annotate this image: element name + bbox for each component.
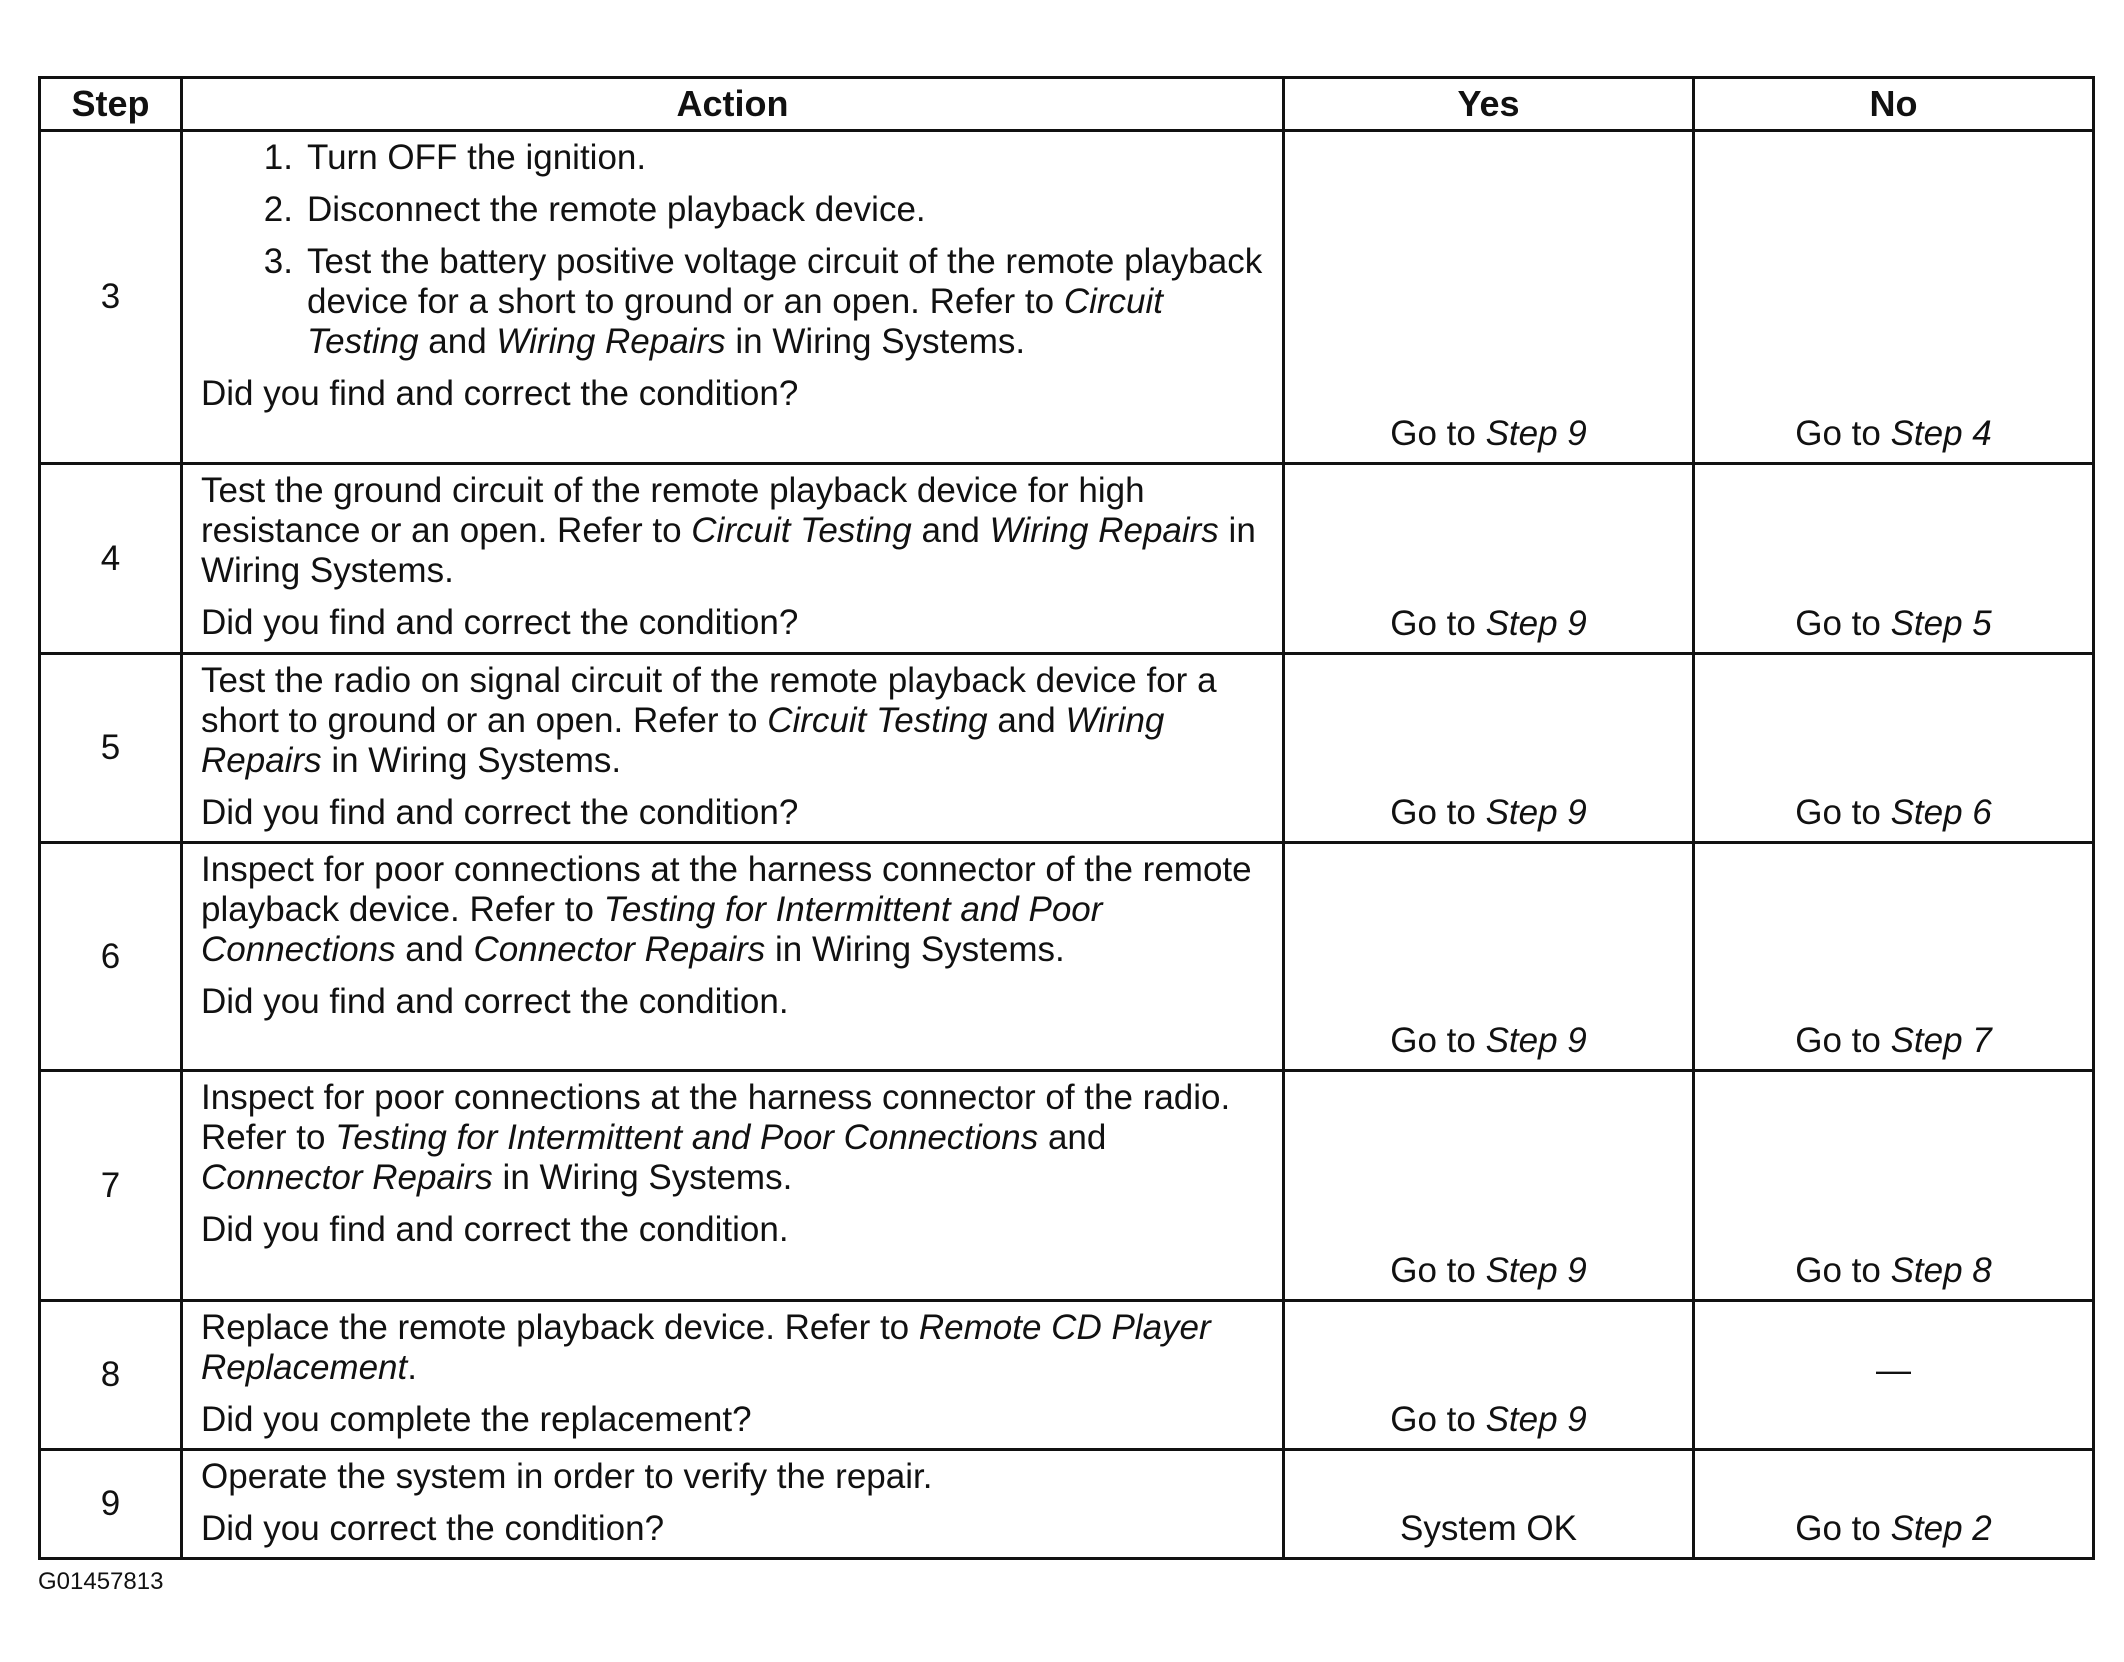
header-step: Step bbox=[40, 78, 182, 131]
reference-link-text: Wiring Repairs bbox=[989, 511, 1219, 550]
step-number: 5 bbox=[40, 654, 182, 843]
action-cell bbox=[182, 1071, 1284, 1301]
action-text: Test the radio on signal circuit of the remote playback device for a short to ground or an open. Refer to Circuit Testing and Wiring Repairs in Wiring Systems. bbox=[201, 661, 1217, 780]
list-text: Turn OFF the ignition. bbox=[307, 138, 647, 177]
question-text: Did you find and correct the condition? bbox=[201, 793, 799, 832]
question-text: Did you find and correct the condition. bbox=[201, 982, 789, 1021]
yes-cell: Go to Step 9 bbox=[1284, 464, 1694, 654]
reference-link-text: Wiring Repairs bbox=[201, 701, 1165, 780]
yes-cell: Go to Step 9 bbox=[1284, 131, 1694, 464]
yes-cell: Go to Step 9 bbox=[1284, 1301, 1694, 1450]
yes-cell: Go to Step 9 bbox=[1284, 654, 1694, 843]
action-cell bbox=[182, 654, 1284, 843]
reference-link-text: Testing for Intermittent and Poor Connections bbox=[335, 1118, 1039, 1157]
action-cell bbox=[182, 464, 1284, 654]
table-row bbox=[40, 843, 2094, 1071]
step-number: 3 bbox=[40, 131, 182, 464]
no-cell: — bbox=[1694, 1301, 2094, 1450]
action-cell bbox=[182, 1450, 1284, 1559]
action-text: Test the ground circuit of the remote playback device for high resistance or an open. Refer to Circuit Testing and Wiring Repairs in Wiring Systems. bbox=[201, 471, 1256, 590]
no-cell: Go to Step 5 bbox=[1694, 464, 2094, 654]
table-row bbox=[40, 1301, 2094, 1450]
action-cell bbox=[182, 1301, 1284, 1450]
step-number: 4 bbox=[40, 464, 182, 654]
reference-link-text: Circuit Testing bbox=[767, 701, 988, 740]
yes-cell: Go to Step 9 bbox=[1284, 1071, 1694, 1301]
table-row bbox=[40, 1450, 2094, 1559]
action-cell bbox=[182, 131, 1284, 464]
action-cell bbox=[182, 843, 1284, 1071]
table-row bbox=[40, 464, 2094, 654]
list-number: 3. bbox=[263, 242, 293, 281]
list-text: Disconnect the remote playback device. bbox=[307, 190, 926, 229]
table-row bbox=[40, 1071, 2094, 1301]
list-item bbox=[201, 190, 1270, 230]
action-text: Operate the system in order to verify the repair. bbox=[201, 1457, 933, 1496]
no-cell: Go to Step 2 bbox=[1694, 1450, 2094, 1559]
action-text: Inspect for poor connections at the harness connector of the remote playback device. Refer to Testing for Intermittent and Poor Connections and Connector Repairs in Wiring Systems. bbox=[201, 850, 1252, 969]
header-row bbox=[40, 78, 2094, 131]
reference-link-text: Wiring Repairs bbox=[496, 322, 726, 361]
reference-link-text: Connector Repairs bbox=[201, 1158, 493, 1197]
action-text: Inspect for poor connections at the harness connector of the radio. Refer to Testing for Intermittent and Poor Connections and Connector Repairs in Wiring Systems. bbox=[201, 1078, 1231, 1197]
header-yes: Yes bbox=[1284, 78, 1694, 131]
no-cell: Go to Step 6 bbox=[1694, 654, 2094, 843]
list-number: 2. bbox=[263, 190, 293, 229]
table-row bbox=[40, 654, 2094, 843]
figure-id: G01457813 bbox=[38, 1568, 164, 1595]
question-text: Did you correct the condition? bbox=[201, 1509, 665, 1548]
table-row bbox=[40, 131, 2094, 464]
step-number: 6 bbox=[40, 843, 182, 1071]
no-cell: Go to Step 8 bbox=[1694, 1071, 2094, 1301]
diagnostic-table bbox=[38, 76, 2095, 1560]
reference-link-text: Circuit Testing bbox=[691, 511, 912, 550]
step-number: 7 bbox=[40, 1071, 182, 1301]
header-action: Action bbox=[182, 78, 1284, 131]
yes-cell: Go to Step 9 bbox=[1284, 843, 1694, 1071]
step-number: 9 bbox=[40, 1450, 182, 1559]
reference-link-text: Testing for Intermittent and Poor Connections bbox=[201, 890, 1103, 969]
list-item bbox=[201, 138, 1270, 178]
no-cell: Go to Step 7 bbox=[1694, 843, 2094, 1071]
question-text: Did you find and correct the condition. bbox=[201, 1210, 789, 1249]
step-number: 8 bbox=[40, 1301, 182, 1450]
list-text: Test the battery positive voltage circuit of the remote playback device for a short to ground or an open. Refer to Circuit Testing and Wiring Repairs in Wiring Systems. bbox=[307, 242, 1263, 361]
question-text: Did you find and correct the condition? bbox=[201, 374, 799, 413]
list-item bbox=[201, 242, 1270, 362]
header-no: No bbox=[1694, 78, 2094, 131]
question-text: Did you find and correct the condition? bbox=[201, 603, 799, 642]
yes-cell: System OK bbox=[1284, 1450, 1694, 1559]
action-text: Replace the remote playback device. Refer to Remote CD Player Replacement. bbox=[201, 1308, 1211, 1387]
list-number: 1. bbox=[263, 138, 293, 177]
reference-link-text: Connector Repairs bbox=[473, 930, 766, 969]
reference-link-text: Remote CD Player Replacement bbox=[201, 1308, 1211, 1387]
question-text: Did you complete the replacement? bbox=[201, 1400, 752, 1439]
reference-link-text: Circuit Testing bbox=[307, 282, 1164, 361]
no-cell: Go to Step 4 bbox=[1694, 131, 2094, 464]
